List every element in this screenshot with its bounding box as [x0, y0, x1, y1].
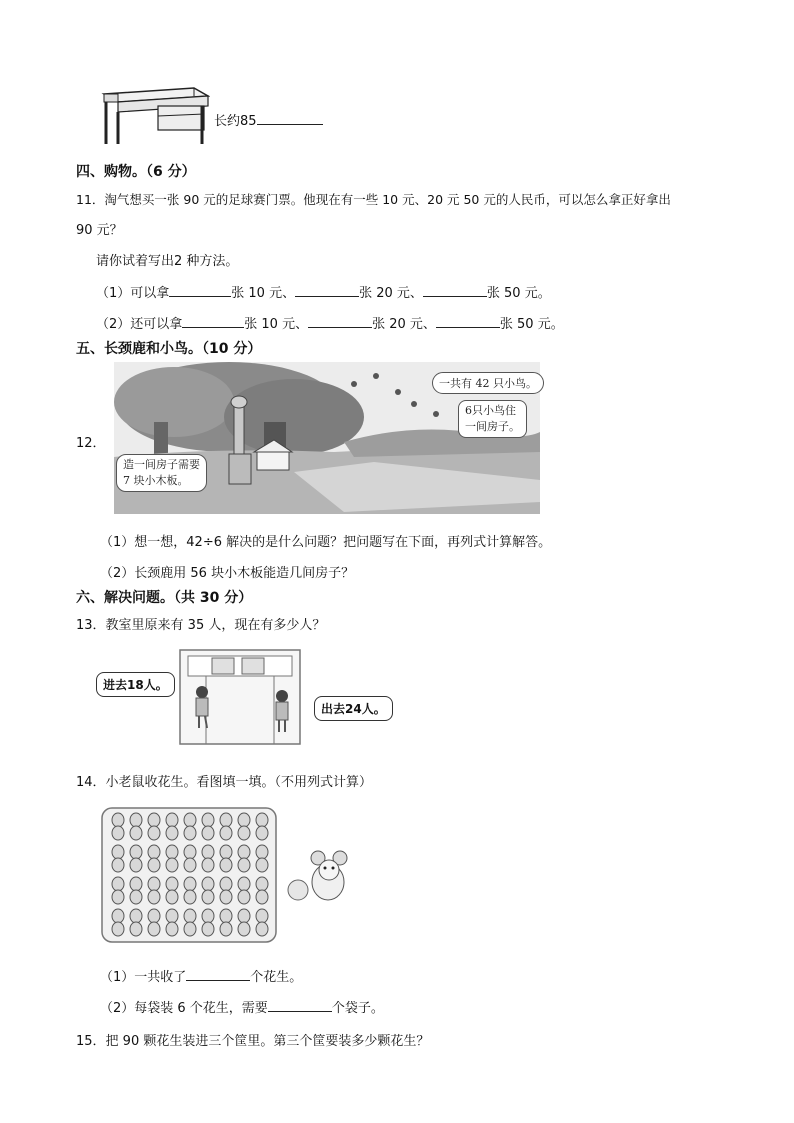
- q14-sub1: （1）一共收了 个花生。: [100, 966, 302, 985]
- q11-m2-blank10[interactable]: [182, 313, 244, 328]
- q11-m1-blank10[interactable]: [169, 282, 231, 297]
- peanuts-grid: [100, 806, 278, 944]
- q11-m1-blank20[interactable]: [295, 282, 359, 297]
- q11-m2-blank20[interactable]: [308, 313, 372, 328]
- q11-m2-blank50[interactable]: [436, 313, 500, 328]
- classroom-illustration: [178, 648, 302, 746]
- desk-illustration: [98, 86, 210, 146]
- q11-method2: （2）还可以拿 张 10 元、 张 20 元、 张 50 元。: [96, 313, 564, 332]
- q12-number: 12．: [76, 436, 106, 451]
- peanuts-illustration: [100, 806, 278, 944]
- mouse-illustration: [284, 848, 356, 906]
- q12-sub2: （2）长颈鹿用 56 块小木板能造几间房子？: [100, 566, 355, 581]
- q12-bubble-left-line1: 造一间房子需要: [123, 458, 200, 471]
- q13-bubble-in: 进去18人。: [96, 672, 175, 697]
- classroom-drawing: [178, 648, 302, 746]
- q11-prompt: 请你试着写出2 种方法。: [96, 254, 239, 269]
- q14-total-blank[interactable]: [186, 966, 250, 981]
- q13-bubble-out: 出去24人。: [314, 696, 393, 721]
- mouse-drawing: [284, 848, 356, 906]
- section4-title: 四、购物。（6 分）: [76, 164, 196, 180]
- q12-sub1: （1）想一想，42÷6 解决的是什么问题？把问题写在下面，再列式计算解答。: [100, 535, 552, 550]
- q15-text: 15．把 90 颗花生装进三个筐里。第三个筐要装多少颗花生？: [76, 1034, 430, 1049]
- q11-text-line2: 90 元？: [76, 223, 123, 238]
- section5-title: 五、长颈鹿和小鸟。（10 分）: [76, 341, 262, 357]
- q14-sub2: （2）每袋装 6 个花生，需要 个袋子。: [100, 997, 384, 1016]
- q12-bubble-right-line1: 6只小鸟住: [465, 404, 516, 417]
- q13-text: 13．教室里原来有 35 人，现在有多少人？: [76, 618, 326, 633]
- q12-bubble-left: [116, 454, 207, 492]
- q11-text-line1: 11．淘气想买一张 90 元的足球赛门票。他现在有一些 10 元、20 元 50 元的人民币，可以怎么拿正好拿出: [76, 192, 671, 207]
- q14-bags-blank[interactable]: [268, 997, 332, 1012]
- q14-text: 14．小老鼠收花生。看图填一填。（不用列式计算）: [76, 775, 373, 790]
- desk-length-blank[interactable]: [257, 110, 323, 125]
- section6-title: 六、解决问题。（共 30 分）: [76, 590, 253, 606]
- q11-method1: （1）可以拿 张 10 元、 张 20 元、 张 50 元。: [96, 282, 551, 301]
- desk-length-label: 长约85: [214, 110, 323, 129]
- q12-bubble-right-line2: 一间房子。: [465, 420, 520, 433]
- q12-bubble-right: [458, 400, 527, 438]
- q12-bubble-left-line2: 7 块小木板。: [123, 474, 189, 487]
- q11-m1-blank50[interactable]: [423, 282, 487, 297]
- q12-bubble-top: 一共有 42 只小鸟。: [432, 372, 544, 394]
- desk-drawing: [98, 86, 210, 146]
